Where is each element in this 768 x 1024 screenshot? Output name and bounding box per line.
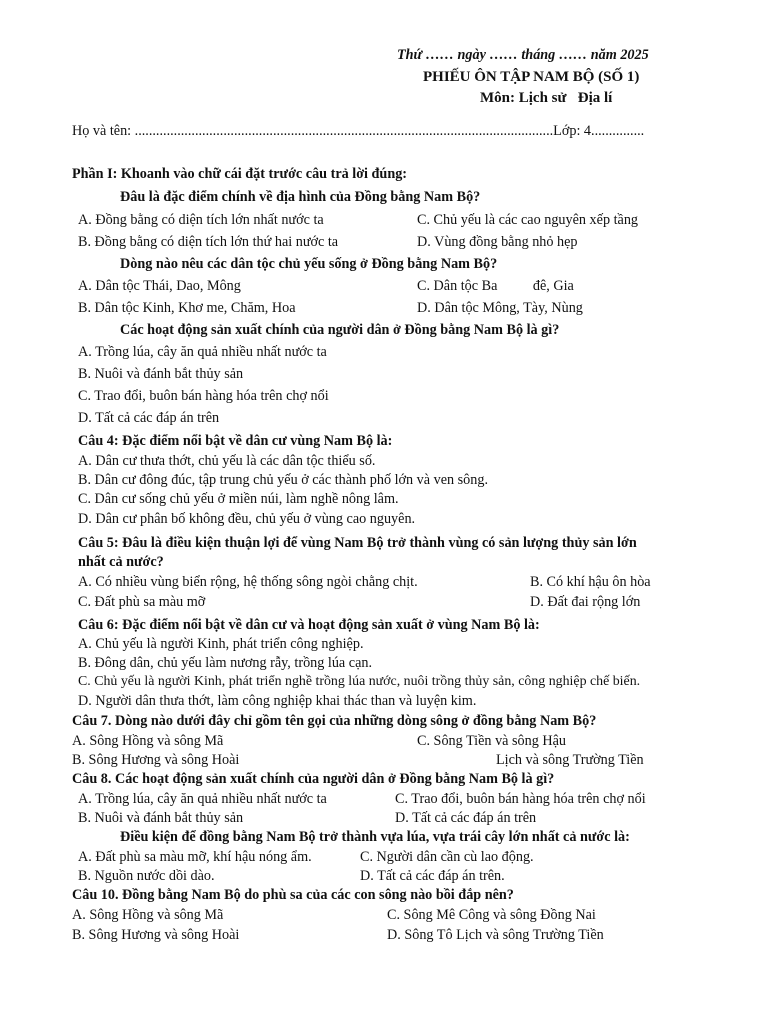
q2-question: Dòng nào nêu các dân tộc chủ yếu sống ở Đồng bằng Nam Bộ? [120, 256, 498, 272]
q10-option-d[interactable]: D. Sông Tô Lịch và sông Trường Tiền [387, 927, 604, 943]
q7-question: Câu 7. Dòng nào dưới đây chỉ gồm tên gọi của những dòng sông ở đồng bằng Nam Bộ? [72, 713, 597, 729]
subject-line: Môn: Lịch sử Địa lí [480, 90, 613, 106]
q10-option-a[interactable]: A. Sông Hồng và sông Mã [72, 907, 224, 923]
q1-question: Đâu là đặc điểm chính về địa hình của Đồng bằng Nam Bộ? [120, 189, 481, 205]
student-name-field[interactable]: Họ và tên: ......................................................................................................................Lớp: 4............... [72, 123, 645, 139]
q4-option-b[interactable]: B. Dân cư đông đúc, tập trung chủ yếu ở các thành phố lớn và ven sông. [78, 472, 488, 488]
q5-option-d[interactable]: D. Đất đai rộng lớn [530, 594, 641, 610]
q7-option-c[interactable]: C. Sông Tiền và sông Hậu [417, 733, 566, 749]
q9-option-c[interactable]: C. Người dân cần cù lao động. [360, 849, 534, 865]
q4-option-d[interactable]: D. Dân cư phân bố không đều, chủ yếu ở vùng cao nguyên. [78, 511, 416, 527]
q1-option-a[interactable]: A. Đồng bằng có diện tích lớn nhất nước ta [78, 212, 324, 228]
q6-option-d[interactable]: D. Người dân thưa thớt, làm công nghiệp khai thác than và luyện kim. [78, 693, 477, 709]
q8-option-d[interactable]: D. Tất cả các đáp án trên [395, 810, 537, 826]
q6-question: Câu 6: Đặc điểm nổi bật về dân cư và hoạt động sản xuất ở vùng Nam Bộ là: [78, 617, 540, 633]
date-line: Thứ …… ngày …… tháng …… năm 2025 [397, 47, 649, 63]
q5-option-b[interactable]: B. Có khí hậu ôn hòa [530, 574, 651, 590]
q8-option-c[interactable]: C. Trao đổi, buôn bán hàng hóa trên chợ nổi [395, 791, 646, 807]
q3-option-a[interactable]: A. Trồng lúa, cây ăn quả nhiều nhất nước ta [78, 344, 327, 360]
q9-option-b[interactable]: B. Nguồn nước dồi dào. [78, 868, 215, 884]
q10-option-c[interactable]: C. Sông Mê Công và sông Đồng Nai [387, 907, 596, 923]
q2-option-c[interactable]: C. Dân tộc Ba đê, Gia [417, 278, 574, 294]
q2-option-a[interactable]: A. Dân tộc Thái, Dao, Mông [78, 278, 241, 294]
q2-option-b[interactable]: B. Dân tộc Kinh, Khơ me, Chăm, Hoa [78, 300, 296, 316]
q4-option-a[interactable]: A. Dân cư thưa thớt, chủ yếu là các dân tộc thiểu số. [78, 453, 376, 469]
q7-option-d[interactable]: Lịch và sông Trường Tiền [496, 752, 644, 768]
q6-option-a[interactable]: A. Chủ yếu là người Kinh, phát triển công nghiệp. [78, 636, 364, 652]
q7-option-b[interactable]: B. Sông Hương và sông Hoài [72, 752, 240, 768]
q5-question-line1: Câu 5: Đâu là điều kiện thuận lợi để vùng Nam Bộ trở thành vùng có sản lượng thủy sản lớn [78, 535, 637, 551]
q10-question: Câu 10. Đồng bằng Nam Bộ do phù sa của các con sông nào bồi đắp nên? [72, 887, 514, 903]
q3-option-b[interactable]: B. Nuôi và đánh bắt thủy sản [78, 366, 244, 382]
q8-option-a[interactable]: A. Trồng lúa, cây ăn quả nhiều nhất nước ta [78, 791, 327, 807]
q9-question: Điều kiện để đồng bằng Nam Bộ trở thành vựa lúa, vựa trái cây lớn nhất cả nước là: [120, 829, 630, 845]
q9-option-a[interactable]: A. Đất phù sa màu mỡ, khí hậu nóng ẩm. [78, 849, 312, 865]
q4-question: Câu 4: Đặc điểm nổi bật về dân cư vùng Nam Bộ là: [78, 433, 393, 449]
q1-option-b[interactable]: B. Đồng bằng có diện tích lớn thứ hai nước ta [78, 234, 339, 250]
q6-option-b[interactable]: B. Đông dân, chủ yếu làm nương rẫy, trồng lúa cạn. [78, 655, 373, 671]
q7-option-a[interactable]: A. Sông Hồng và sông Mã [72, 733, 224, 749]
q6-option-c[interactable]: C. Chủ yếu là người Kinh, phát triển nghề trồng lúa nước, nuôi trồng thủy sản, công nghiệp chế biến. [78, 674, 641, 689]
q8-option-b[interactable]: B. Nuôi và đánh bắt thủy sản [78, 810, 244, 826]
q5-question-line2: nhất cả nước? [78, 554, 164, 570]
q5-option-c[interactable]: C. Đất phù sa màu mỡ [78, 594, 206, 610]
q3-option-d[interactable]: D. Tất cả các đáp án trên [78, 410, 220, 426]
q1-option-d[interactable]: D. Vùng đồng bằng nhỏ hẹp [417, 234, 578, 250]
q10-option-b[interactable]: B. Sông Hương và sông Hoài [72, 927, 240, 943]
q5-option-a[interactable]: A. Có nhiều vùng biển rộng, hệ thống sông ngòi chằng chịt. [78, 574, 418, 590]
q9-option-d[interactable]: D. Tất cả các đáp án trên. [360, 868, 505, 884]
part1-heading: Phần I: Khoanh vào chữ cái đặt trước câu trả lời đúng: [72, 166, 408, 182]
q3-question: Các hoạt động sản xuất chính của người dân ở Đồng bằng Nam Bộ là gì? [120, 322, 560, 338]
q1-option-c[interactable]: C. Chủ yếu là các cao nguyên xếp tầng [417, 212, 639, 228]
q4-option-c[interactable]: C. Dân cư sống chủ yếu ở miền núi, làm nghề nông lâm. [78, 491, 399, 507]
q3-option-c[interactable]: C. Trao đổi, buôn bán hàng hóa trên chợ nổi [78, 388, 329, 404]
q2-option-d[interactable]: D. Dân tộc Mông, Tày, Nùng [417, 300, 583, 316]
worksheet-title: PHIẾU ÔN TẬP NAM BỘ (SỐ 1) [423, 69, 640, 85]
q8-question: Câu 8. Các hoạt động sản xuất chính của người dân ở Đồng bằng Nam Bộ là gì? [72, 771, 555, 787]
